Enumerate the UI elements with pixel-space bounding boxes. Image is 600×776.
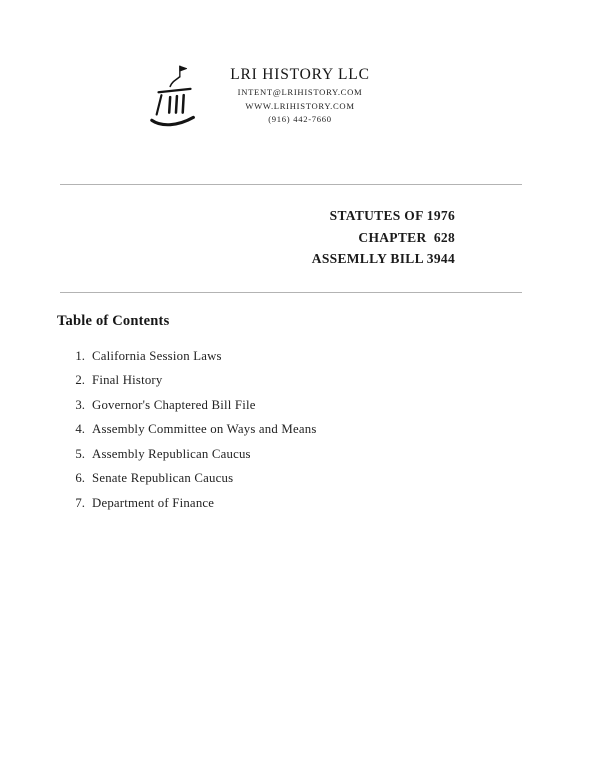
toc-item-label: Assembly Committee on Ways and Means (92, 422, 317, 437)
toc-item (70, 466, 600, 491)
toc-item-label: California Session Laws (92, 348, 222, 363)
statutes-line: STATUTES OF 1976 (329, 208, 455, 223)
contact-email: INTENT@LRIHISTORY.COM (237, 87, 363, 97)
toc-item-number: 1. (75, 348, 85, 363)
toc-item-number: 3. (75, 397, 85, 412)
toc-item-number: 4. (75, 422, 85, 437)
toc-item (70, 491, 600, 516)
contact-website: WWW.LRIHISTORY.COM (245, 100, 355, 111)
toc-item-label: Senate Republican Caucus (92, 471, 234, 486)
contact-phone: (916) 442-7660 (268, 114, 332, 124)
toc-item (70, 393, 600, 418)
toc-title: Table of Contents (57, 312, 170, 329)
toc-item-number: 6. (75, 471, 85, 486)
toc-item (70, 417, 600, 442)
toc-item-label: Governor's Chaptered Bill File (92, 397, 256, 412)
toc-item (70, 368, 600, 393)
company-name: LRI HISTORY LLC (230, 66, 370, 83)
toc-item-label: Assembly Republican Caucus (92, 446, 251, 461)
toc-item-label: Department of Finance (92, 496, 215, 511)
toc-item-number: 2. (75, 373, 85, 388)
divider-top (60, 184, 522, 185)
divider-bottom (60, 292, 522, 293)
toc-item (70, 442, 600, 467)
toc-item-number: 7. (75, 496, 85, 511)
capitol-logo-icon (146, 62, 204, 138)
chapter-line: CHAPTER 628 (358, 229, 455, 245)
bill-reference-block (0, 205, 455, 270)
toc-list (70, 344, 600, 516)
toc-item (70, 344, 600, 369)
company-block (0, 64, 600, 127)
letterhead (0, 0, 600, 154)
toc-item-number: 5. (75, 446, 85, 461)
toc-item-label: Final History (92, 373, 163, 388)
assembly-bill-line: ASSEMLLY BILL 3944 (311, 251, 455, 266)
